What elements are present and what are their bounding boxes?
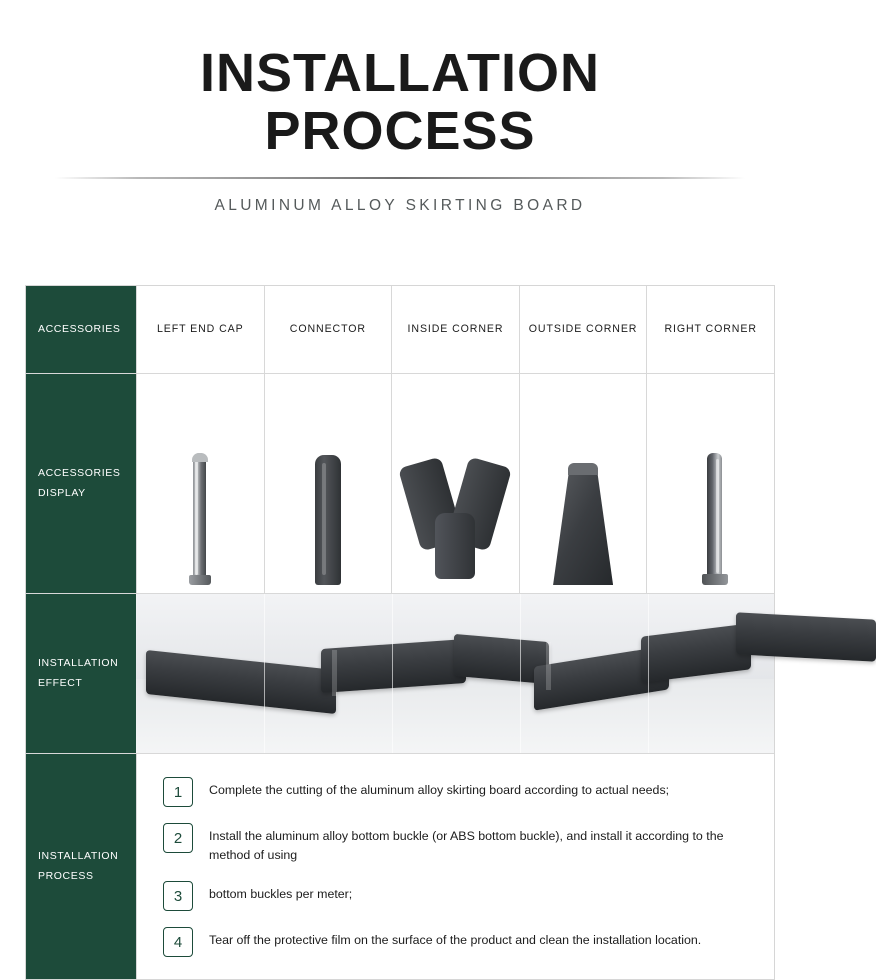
row-label-accessories-display: ACCESSORIES DISPLAY xyxy=(26,374,136,593)
process-step xyxy=(163,776,758,807)
accessory-image-inside-corner xyxy=(391,374,519,593)
row-label-accessories: ACCESSORIES xyxy=(26,286,136,373)
header-cells xyxy=(136,286,774,373)
skirting-installation-scene xyxy=(136,594,774,753)
accessory-image-right-corner xyxy=(646,374,774,593)
connector-icon xyxy=(315,455,341,585)
process-step xyxy=(163,880,758,911)
step-number-badge: 2 xyxy=(163,823,193,853)
page-header xyxy=(0,0,800,215)
column-divider xyxy=(264,594,265,753)
installation-table xyxy=(25,285,775,980)
column-header-right-corner: RIGHT CORNER xyxy=(646,286,774,373)
page-title-line2: PROCESS xyxy=(264,101,536,162)
process-step xyxy=(163,822,758,865)
row-label-installation-effect: INSTALLATION EFFECT xyxy=(26,594,136,753)
accessory-image-outside-corner xyxy=(519,374,647,593)
process-steps-list xyxy=(136,754,774,979)
page-title xyxy=(60,44,740,161)
skirting-joint xyxy=(546,642,551,690)
column-divider xyxy=(392,594,393,753)
column-header-connector: CONNECTOR xyxy=(264,286,392,373)
skirting-segment xyxy=(736,612,876,661)
right-corner-icon xyxy=(694,453,728,585)
installation-effect-row xyxy=(26,594,774,754)
column-header-left-end-cap: LEFT END CAP xyxy=(136,286,264,373)
accessories-display-row xyxy=(26,374,774,594)
column-divider xyxy=(648,594,649,753)
left-end-cap-icon xyxy=(187,453,213,585)
column-header-inside-corner: INSIDE CORNER xyxy=(391,286,519,373)
accessory-image-left-end-cap xyxy=(136,374,264,593)
installation-process-row xyxy=(26,754,774,979)
step-text: Tear off the protective film on the surface of the product and clean the installation location. xyxy=(209,933,702,948)
accessories-images xyxy=(136,374,774,593)
accessory-image-connector xyxy=(264,374,392,593)
column-divider xyxy=(520,594,521,753)
installation-effect-photo xyxy=(136,594,774,753)
step-number-badge: 3 xyxy=(163,881,193,911)
page-title-line1: INSTALLATION xyxy=(200,43,600,103)
title-divider xyxy=(55,177,745,179)
step-number-badge: 1 xyxy=(163,777,193,807)
row-label-installation-process: INSTALLATION PROCESS xyxy=(26,754,136,979)
step-text: bottom buckles per meter; xyxy=(209,887,353,902)
step-text: Install the aluminum alloy bottom buckle (or ABS bottom buckle), and install it according to the method of using xyxy=(209,829,724,863)
process-step xyxy=(163,926,758,957)
skirting-joint xyxy=(332,650,337,696)
column-header-outside-corner: OUTSIDE CORNER xyxy=(519,286,647,373)
step-text: Complete the cutting of the aluminum alloy skirting board according to actual needs; xyxy=(209,783,670,797)
step-number-badge: 4 xyxy=(163,927,193,957)
inside-corner-icon xyxy=(407,455,503,585)
outside-corner-icon xyxy=(553,457,613,585)
table-header-row xyxy=(26,286,774,374)
page-subtitle: ALUMINUM ALLOY SKIRTING BOARD xyxy=(214,196,586,214)
